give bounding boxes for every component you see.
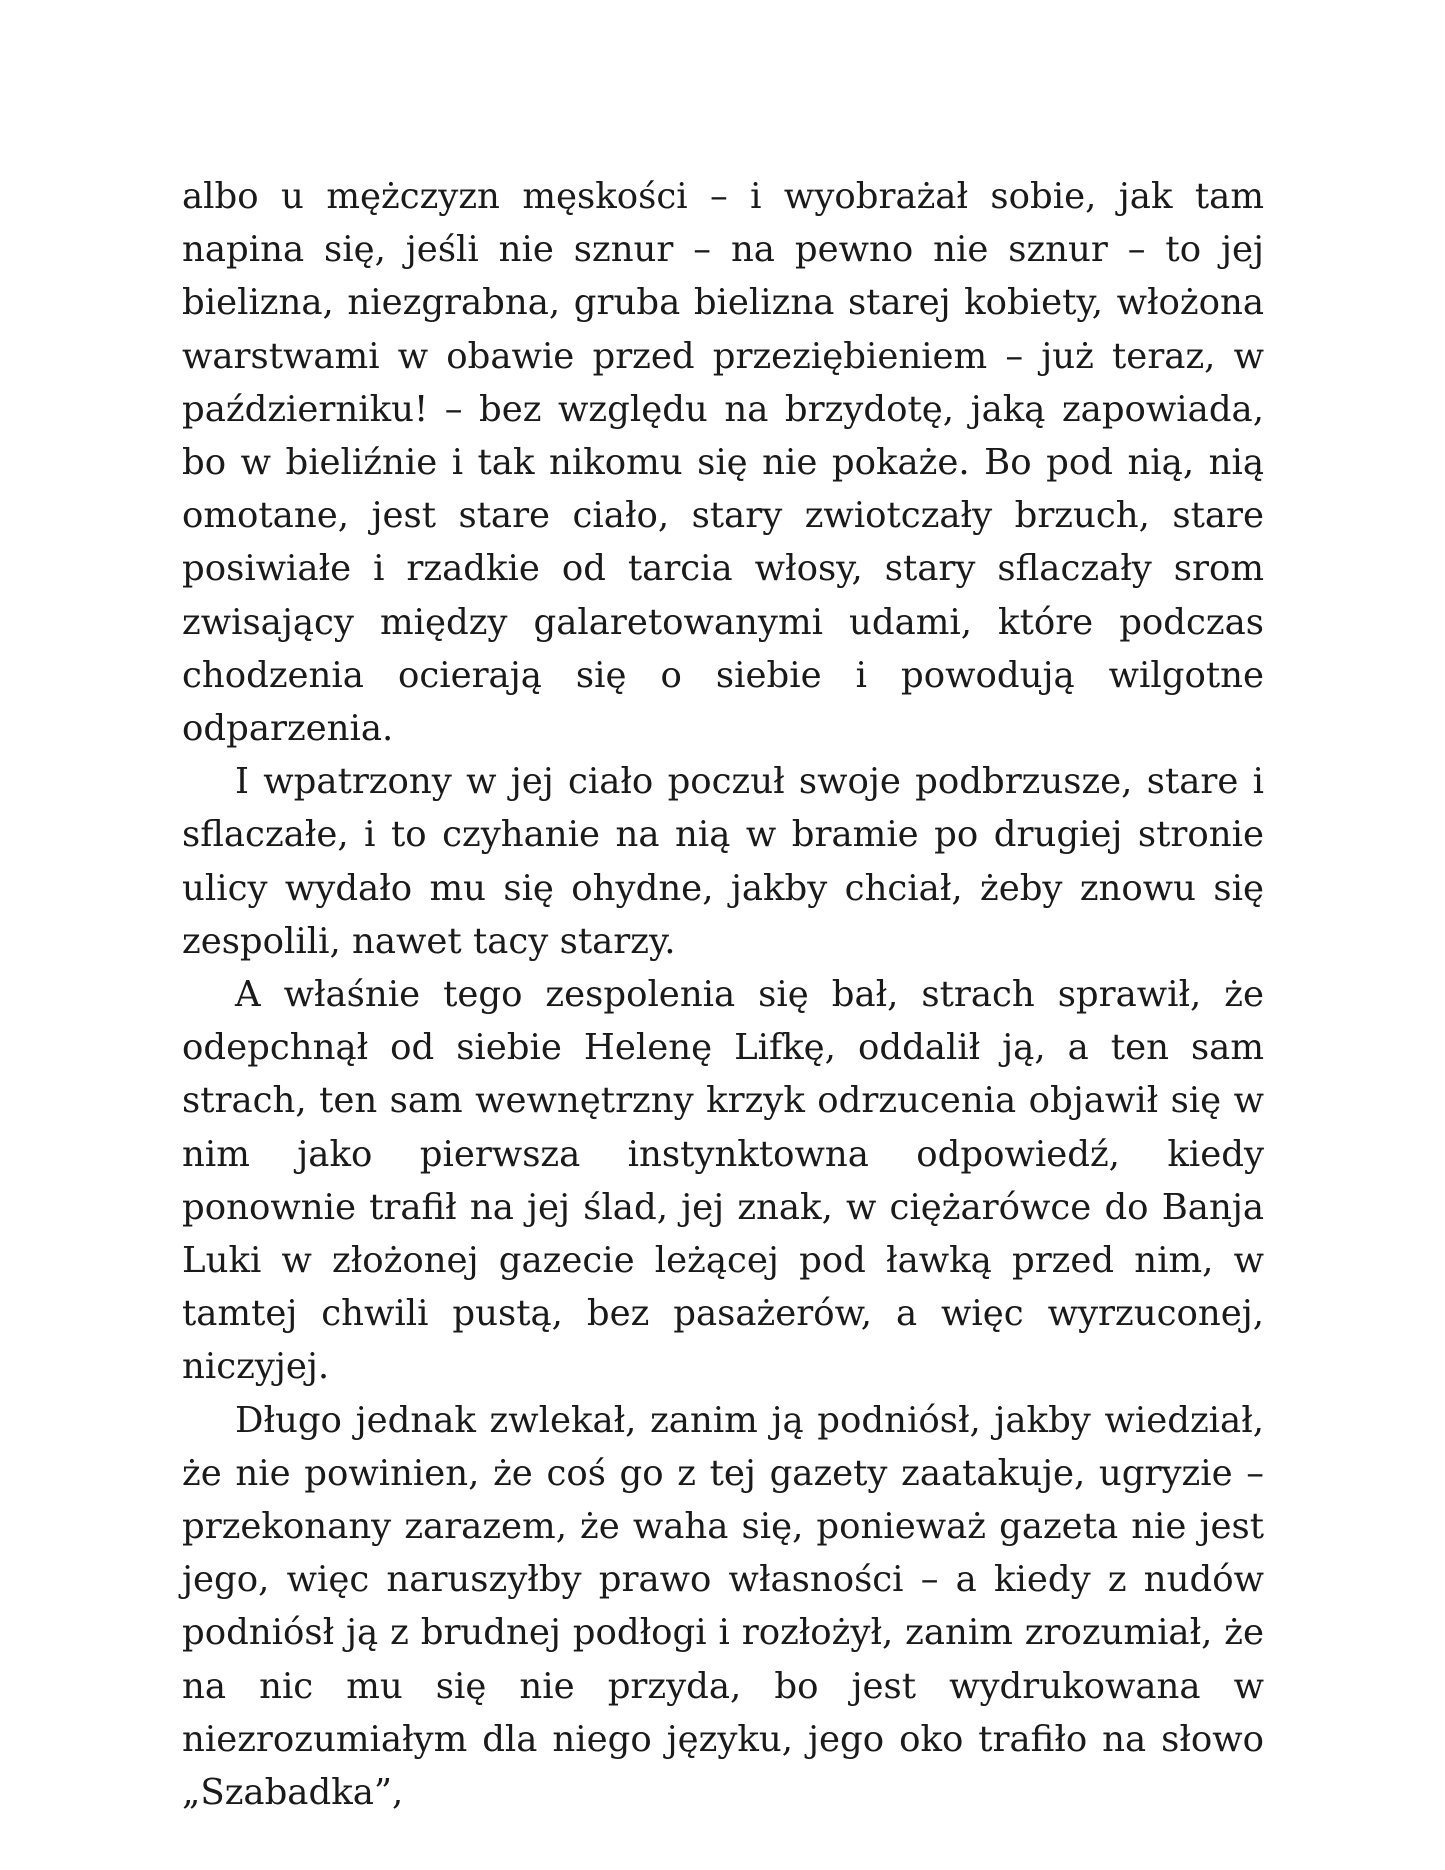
paragraph-3: A właśnie tego zespolenia się bał, strach sprawił, że odepchnął od siebie Helenę Lifkę, oddalił ją, a ten sam strach, ten sam wewnętrzny krzyk odrzucenia objawił się w nim jako pierwsza instynktowna odpowiedź, kiedy ponownie trafił na jej ślad, jej znak, w ciężarówce do Banja Luki w złożonej gazecie leżącej pod ławką przed nim, w tamtej chwili pustą, bez pasażerów, a więc wyrzuconej, niczyjej.	[182, 974, 1264, 1388]
paragraph-1: albo u mężczyzn męskości – i wyobrażał sobie, jak tam napina się, jeśli nie sznur – na pewno nie sznur – to jej bielizna, niezgrabna, gruba bielizna starej kobiety, włożona warstwami w obawie przed przeziębieniem – już teraz, w październiku! – bez względu na brzydotę, jaką zapowiada, bo w bieliźnie i tak nikomu się nie pokaże. Bo pod nią, nią omotane, jest stare ciało, stary zwiotczały brzuch, stare posiwiałe i rzadkie od tarcia włosy, stary sflaczały srom zwisający między galaretowanymi udami, które podczas chodzenia ocierają się o siebie i powodują wilgotne odparzenia.	[182, 176, 1264, 750]
paragraph-2: I wpatrzony w jej ciało poczuł swoje podbrzusze, stare i sflaczałe, i to czyhanie na nią w bramie po drugiej stronie ulicy wydało mu się ohydne, jakby chciał, żeby znowu się zespolili, nawet tacy starzy.	[182, 761, 1264, 962]
paragraph-4: Długo jednak zwlekał, zanim ją podniósł, jakby wiedział, że nie powinien, że coś go z tej gazety zaatakuje, ugryzie – przekonany zarazem, że waha się, ponieważ gazeta nie jest jego, więc naruszyłby prawo własności – a kiedy z nudów podniósł ją z brudnej podłogi i rozłożył, zanim zrozumiał, że na nic mu się nie przyda, bo jest wydrukowana w niezrozumiałym dla niego języku, jego oko trafiło na słowo „Szabadka”,	[182, 1399, 1264, 1814]
body-text	[182, 170, 1264, 1819]
